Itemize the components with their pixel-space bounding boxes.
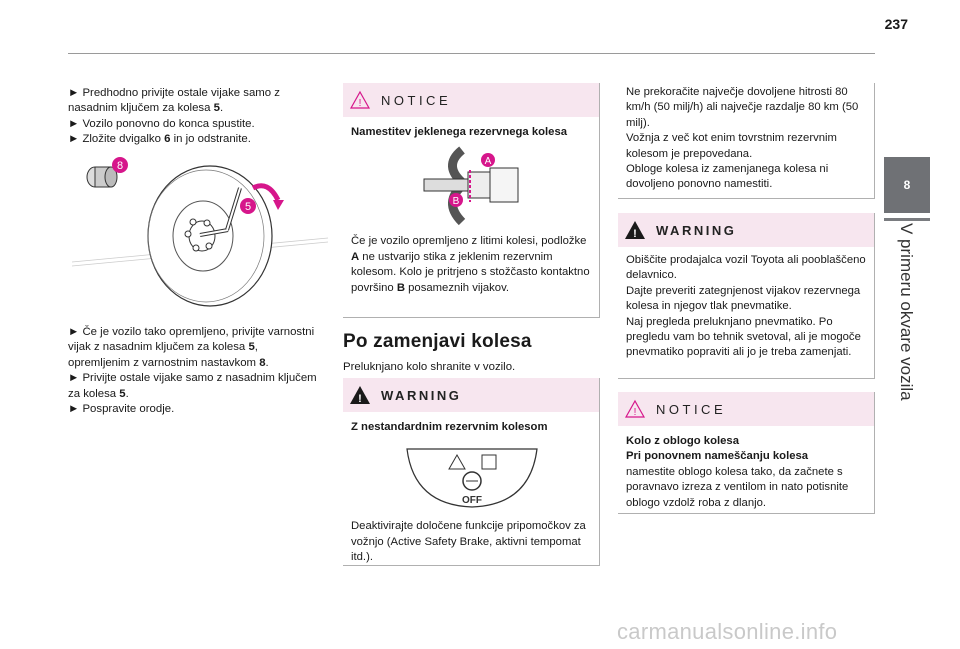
safety-button-figure [352,441,592,513]
speed-limit-text: Ne prekoračite največje dovoljene hitrosti 80 km/h (50 milj/h) ali največje razdalje 80 km (50 milj). Vožnja z več kot enim tovrstnim rezervnim kolesom je prepovedana. Obloge kolesa iz zamenjanega kolesa ni dovoljeno ponovno namestiti. [626,86,859,191]
notice-header-2 [618,392,874,426]
notice-title-2: Pri ponovnem nameščanju kolesa [626,450,809,463]
warning-label-2: WARNING [656,222,737,238]
notice-body [351,234,593,296]
section-subtext: Preluknjano kolo shranite v vozilo. [343,361,516,373]
warning-body-2: Obiščite prodajalca vozil Toyota ali pooblaščeno delavnico. Dajte preveriti zategnjenost vijakov rezervnega kolesa in njegov tlak pnevmatike. Naj pregleda preluknjano pnevmatiko. Po pregledu vam bo tehnik svetoval, ali je mogoče pnevmatiko popraviti ali jo je treba zamenjati. [626,254,866,359]
step-item [68,86,330,117]
notice-body-a: A [351,250,360,263]
svg-text:!: ! [358,393,362,405]
warning-title: Z nestandardnim rezervnim kolesom [351,421,548,433]
notice-box-steel-wheel [343,83,600,318]
step-text: ► Zložite dvigalko [68,133,165,146]
warning-box-nonstandard [343,378,600,566]
wheel-figure [68,150,330,308]
step-ref: 8 [259,356,266,369]
step-text: ► Če je vozilo tako opremljeno, privijte varnostni vijak z nasadnim ključem za kolesa [68,326,315,354]
step-text: ► Vozilo ponovno do konca spustite. [68,117,255,130]
warning-box-check [618,213,875,379]
watermark: carmanualsonline.info [617,619,838,644]
step-ref: 5 [213,102,220,115]
step-item [68,402,330,417]
speed-limit-box [618,83,875,199]
step-item [68,132,330,147]
step-ref: 5 [248,341,255,354]
notice-body-2: namestite oblogo kolesa tako, da začnete s poravnavo izreza z ventilom in nato potisnite oblogo vzdolž roba z dlanjo. [626,465,849,509]
step-text-end: , [254,341,258,354]
column-1-lower [68,325,330,417]
callout-8-label: 8 [116,160,124,172]
step-item [68,117,330,132]
step-text: opremljenim z varnostnim nastavkom [68,356,260,369]
callout-b-label: B [452,196,460,208]
step-item [68,325,330,356]
svg-text:!: ! [633,407,637,418]
step-ref: 5 [119,387,126,400]
column-1 [68,86,330,148]
warning-triangle-icon [349,385,371,405]
chapter-rule [884,218,930,221]
notice-label-2: NOTICE [656,401,727,417]
off-label: OFF [462,495,482,507]
notice-triangle-icon [349,90,371,110]
bolt-head-icon [490,168,518,202]
step-text: ► Pospravite orodje. [68,403,175,416]
warning-triangle-icon [624,220,646,240]
notice-box-wheel-cover [618,392,875,514]
warning-header [343,378,599,412]
step-item [68,356,330,371]
step-text-end: in jo odstranite. [170,133,251,146]
step-ref: 6 [164,133,171,146]
notice-header [343,83,599,117]
bolt-thread-icon [424,179,468,191]
page-number: 237 [884,16,908,32]
callout-5-label: 5 [244,201,252,213]
notice-body-text-2: ne ustvarijo stika z jeklenim rezervnim kolesom. Kolo je pritrjeno s stožčasto kontaktno površino [351,250,590,294]
wheel-bolt-figure [352,146,592,226]
bolt-cone-icon [468,172,490,198]
section-heading: Po zamenjavi kolesa [343,331,532,352]
step-text-end: . [219,102,224,115]
steps-top [68,86,330,148]
step-text: ► Privijte ostale vijake samo z nasadnim ključem za kolesa [68,372,317,400]
steps-bottom [68,325,330,417]
step-text-end: . [265,356,269,369]
step-text-end: . [125,387,129,400]
svg-text:!: ! [633,228,637,240]
warning-body: Deaktivirajte določene funkcije pripomočkov za vožnjo (Active Safety Brake, aktivni tempomat itd.). [351,520,586,564]
notice-triangle-icon [624,399,646,419]
notice-body-text-3: posameznih vijakov. [405,281,510,294]
step-item [68,371,330,402]
step-text: ► Predhodno privijte ostale vijake samo z nasadnim ključem za kolesa [68,87,280,115]
warning-label: WARNING [381,387,462,403]
chapter-title: V primeru okvare vozila [897,223,916,401]
notice-title: Namestitev jeklenega rezervnega kolesa [351,126,568,138]
header-rule [68,53,875,54]
notice-body-b: B [396,281,406,294]
notice-body-text-1: Če je vozilo opremljeno z litimi kolesi, podložke [351,235,587,248]
callout-a-label: A [484,156,492,168]
socket-adapter-icon [87,167,117,187]
chapter-tab[interactable]: 8 [884,157,930,213]
warning-header-2 [618,213,874,247]
callout-5-badge [240,198,256,214]
notice-title-1: Kolo z oblogo kolesa [626,435,739,447]
svg-text:!: ! [358,98,362,109]
callout-8-badge [112,157,128,173]
notice-label: NOTICE [381,92,452,108]
